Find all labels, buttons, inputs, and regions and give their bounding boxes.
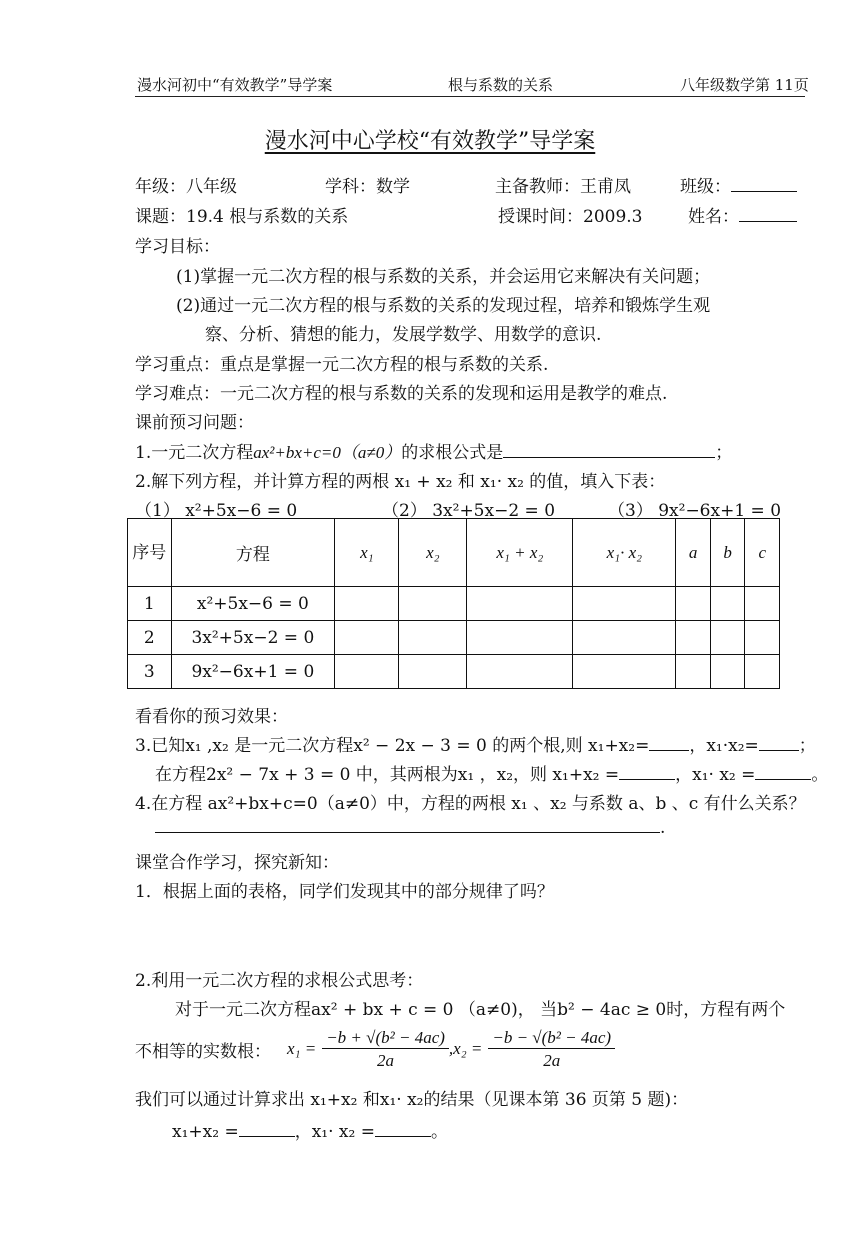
header-right: 八年级数学第 11页 bbox=[680, 76, 809, 94]
cell-b[interactable] bbox=[710, 621, 745, 655]
q3a-end: ； bbox=[798, 736, 816, 756]
q3a-sum-blank[interactable] bbox=[649, 734, 689, 751]
q4-end: . bbox=[660, 818, 666, 838]
subject-label: 学科：数学 bbox=[325, 177, 410, 197]
x1-numerator: −b + √(b² − 4ac) bbox=[322, 1028, 449, 1049]
cell-x1[interactable] bbox=[335, 587, 399, 621]
col-header-c: c bbox=[745, 519, 780, 587]
cell-product[interactable] bbox=[573, 587, 676, 621]
q1-equation: ax²+bx+c=0（a≠0） bbox=[253, 443, 402, 462]
cell-c[interactable] bbox=[745, 621, 780, 655]
cell-c[interactable] bbox=[745, 655, 780, 689]
p4-product-label: ，x₁· x₂ = bbox=[294, 1122, 375, 1142]
preview-q1 bbox=[135, 438, 732, 463]
row-no: 3 bbox=[128, 655, 172, 689]
objective-2a: (2)通过一元二次方程的根与系数的关系的发现过程，培养和锻炼学生观 bbox=[176, 296, 711, 316]
header-left: 漫水河初中“有效教学”导学案 bbox=[137, 76, 333, 94]
cell-x2[interactable] bbox=[399, 621, 467, 655]
class-label: 班级： bbox=[680, 177, 731, 197]
col-header-a: a bbox=[676, 519, 711, 587]
table-row bbox=[128, 655, 780, 689]
objective-1: (1)掌握一元二次方程的根与系数的关系，并会运用它来解决有关问题； bbox=[176, 267, 711, 287]
class-field[interactable] bbox=[680, 172, 797, 197]
preview-heading: 课前预习问题： bbox=[135, 413, 254, 433]
x1-fraction bbox=[322, 1028, 449, 1071]
preview-q2: 2.解下列方程，并计算方程的两根 x₁ + x₂ 和 x₁· x₂ 的值，填入下表： bbox=[135, 472, 666, 492]
preview-eq2: （2） 3x²+5x−2 = 0 bbox=[382, 501, 556, 521]
table-row bbox=[128, 621, 780, 655]
check-q4: 4.在方程 ax²+bx+c=0（a≠0）中，方程的两根 x₁ 、x₂ 与系数 a、b 、c 有什么关系？ bbox=[135, 794, 806, 814]
preview-eq1: （1） x²+5x−6 = 0 bbox=[135, 501, 298, 521]
q3b-mid: ，x₁· x₂ = bbox=[675, 765, 756, 785]
x2-numerator: −b − √(b² − 4ac) bbox=[488, 1028, 615, 1049]
cell-x1[interactable] bbox=[335, 655, 399, 689]
cell-b[interactable] bbox=[710, 655, 745, 689]
key-point: 学习重点：重点是掌握一元二次方程的根与系数的关系. bbox=[135, 355, 549, 375]
classroom-heading: 课堂合作学习，探究新知： bbox=[135, 853, 339, 873]
col-header-equation: 方程 bbox=[171, 519, 335, 587]
cell-product[interactable] bbox=[573, 621, 676, 655]
grade-label: 年级：八年级 bbox=[135, 177, 237, 197]
x2-fraction bbox=[488, 1028, 615, 1071]
row-no: 2 bbox=[128, 621, 172, 655]
col-header-no: 序号 bbox=[128, 519, 172, 587]
objective-2b: 察、分析、猜想的能力，发展学数学、用数学的意识. bbox=[205, 325, 602, 345]
table-row bbox=[128, 587, 780, 621]
classroom-p1: 对于一元二次方程ax² + bx + c = 0 （a≠0)， 当b² − 4ac ≥ 0时，方程有两个 bbox=[175, 1000, 786, 1020]
row-equation: 3x²+5x−2 = 0 bbox=[171, 621, 335, 655]
name-label: 姓名： bbox=[688, 207, 739, 227]
q3b-text: 在方程2x² − 7x + 3 = 0 中，其两根为x₁ ，x₂，则 x₁+x₂ = bbox=[155, 765, 620, 785]
cell-a[interactable] bbox=[676, 655, 711, 689]
row-equation: 9x²−6x+1 = 0 bbox=[171, 655, 335, 689]
time-label: 授课时间：2009.3 bbox=[498, 207, 643, 227]
q3a-mid: ，x₁·x₂= bbox=[689, 736, 759, 756]
col-header-x1: x₁ bbox=[335, 519, 399, 587]
q3a-text: 3.已知x₁ ,x₂ 是一元二次方程x² − 2x − 3 = 0 的两个根,则 x₁+x₂= bbox=[135, 736, 650, 756]
q1-answer-blank[interactable] bbox=[503, 441, 715, 458]
x2-denominator: 2a bbox=[543, 1050, 561, 1070]
cell-a[interactable] bbox=[676, 621, 711, 655]
col-header-b: b bbox=[710, 519, 745, 587]
difficulty: 学习难点：一元二次方程的根与系数的关系的发现和运用是教学的难点. bbox=[135, 384, 668, 404]
q1-suffix: 的求根公式是 bbox=[401, 443, 504, 463]
classroom-p3: 我们可以通过计算求出 x₁+x₂ 和x₁· x₂的结果（见课本第 36 页第 5 题)： bbox=[135, 1090, 689, 1110]
table-header-row bbox=[128, 519, 780, 587]
classroom-q2: 2.利用一元二次方程的求根公式思考： bbox=[135, 971, 424, 991]
header-rule bbox=[135, 96, 805, 97]
p4-sum-label: x₁+x₂ = bbox=[172, 1122, 239, 1142]
cell-sum[interactable] bbox=[467, 655, 573, 689]
col-header-x2: x₂ bbox=[399, 519, 467, 587]
header-center: 根与系数的关系 bbox=[448, 76, 554, 94]
topic-label: 课题：19.4 根与系数的关系 bbox=[135, 207, 349, 227]
cell-product[interactable] bbox=[573, 655, 676, 689]
col-header-product: x₁· x₂ bbox=[573, 519, 676, 587]
q4-answer-blank[interactable] bbox=[155, 816, 660, 833]
roots-formula bbox=[135, 1022, 615, 1076]
classroom-p4 bbox=[172, 1117, 448, 1142]
cell-b[interactable] bbox=[710, 587, 745, 621]
name-blank[interactable] bbox=[739, 205, 797, 222]
roots-prefix: 不相等的实数根： bbox=[135, 1041, 271, 1062]
p4-product-blank[interactable] bbox=[375, 1120, 431, 1137]
col-header-sum: x₁ + x₂ bbox=[467, 519, 573, 587]
q3b-product-blank[interactable] bbox=[755, 763, 811, 780]
q1-end: ； bbox=[715, 443, 733, 463]
check-heading: 看看你的预习效果： bbox=[135, 707, 288, 727]
check-q3b bbox=[155, 760, 828, 785]
q3b-end: 。 bbox=[811, 765, 829, 785]
cell-sum[interactable] bbox=[467, 621, 573, 655]
row-no: 1 bbox=[128, 587, 172, 621]
answer-table bbox=[127, 518, 780, 689]
q3b-sum-blank[interactable] bbox=[619, 763, 675, 780]
p4-end: 。 bbox=[430, 1122, 448, 1142]
cell-sum[interactable] bbox=[467, 587, 573, 621]
x1-denominator: 2a bbox=[377, 1050, 395, 1070]
classroom-q1: 1．根据上面的表格，同学们发现其中的部分规律了吗？ bbox=[135, 882, 554, 902]
q3a-product-blank[interactable] bbox=[759, 734, 799, 751]
page-title: 漫水河中心学校“有效教学”导学案 bbox=[264, 129, 596, 154]
x2-lhs: ,x₂ = bbox=[448, 1039, 483, 1058]
check-q3a bbox=[135, 731, 816, 756]
check-q4-answer bbox=[155, 816, 665, 838]
x1-lhs: x₁ = bbox=[287, 1039, 317, 1058]
q1-prefix: 1.一元二次方程 bbox=[135, 443, 254, 463]
class-blank[interactable] bbox=[731, 175, 797, 192]
preview-eq3: （3） 9x²−6x+1 = 0 bbox=[608, 501, 782, 521]
row-equation: x²+5x−6 = 0 bbox=[171, 587, 335, 621]
name-field[interactable] bbox=[688, 202, 797, 227]
cell-x2[interactable] bbox=[399, 587, 467, 621]
cell-x1[interactable] bbox=[335, 621, 399, 655]
cell-a[interactable] bbox=[676, 587, 711, 621]
p4-sum-blank[interactable] bbox=[239, 1120, 295, 1137]
cell-c[interactable] bbox=[745, 587, 780, 621]
objectives-heading: 学习目标： bbox=[135, 237, 220, 257]
teacher-label: 主备教师：王甫凤 bbox=[495, 177, 631, 197]
cell-x2[interactable] bbox=[399, 655, 467, 689]
